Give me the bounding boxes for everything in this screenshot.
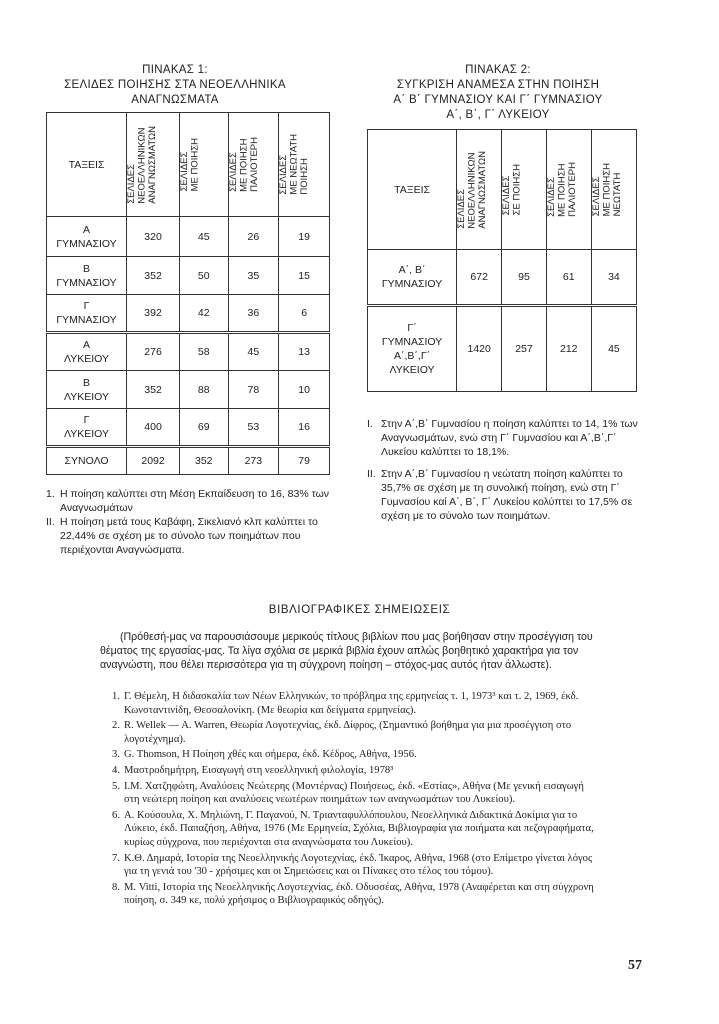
cell: 400 xyxy=(127,409,180,447)
bibliography-entry xyxy=(104,852,598,879)
cell: 392 xyxy=(127,295,180,333)
cell: 61 xyxy=(546,250,591,306)
row-label: Α΄, Β΄ ΓΥΜΝΑΣΙΟΥ xyxy=(368,250,457,306)
cell: 257 xyxy=(502,306,546,392)
entry-number: 2. xyxy=(112,720,120,732)
table1-title-line3: ΑΝΑΓΝΩΣΜΑΤΑ xyxy=(131,94,219,106)
table1-notes xyxy=(46,487,332,557)
cell: 16 xyxy=(279,409,330,447)
note-number: ΙΙ. xyxy=(367,468,376,480)
cell: 19 xyxy=(279,217,330,257)
table2-title-line2: ΣΥΓΚΡΙΣΗ ΑΝΑΜΕΣΑ ΣΤΗΝ ΠΟΙΗΣΗ xyxy=(396,79,600,91)
table2-title-line3: Α΄ Β΄ ΓΥΜΝΑΣΙΟΥ ΚΑΙ Γ΄ ΓΥΜΝΑΣΙΟΥ xyxy=(393,94,603,106)
cell: 15 xyxy=(279,257,330,295)
table-row xyxy=(368,306,637,392)
page-number: 57 xyxy=(628,958,642,973)
table1-title-line1: ΠΙΝΑΚΑΣ 1: xyxy=(142,64,208,76)
cell: 273 xyxy=(228,447,279,475)
bibliography-entry xyxy=(104,881,598,908)
table2-note xyxy=(367,417,639,459)
table2-header-col2: ΣΕΛΙΔΕΣ ΣΕ ΠΟΙΗΣΗ xyxy=(501,163,523,216)
entry-text: Κ.Θ. Δημαρά, Ιστορία της Νεοελληνικής Λογοτεχνίας, έκδ. Ίκαρος, Αθήνα, 1968 (στο Επίμετρο γίνεται λόγος για τη γενιά του '30 - χρήσιμες και οι Σημειώσεις και οι Πίνακες στο τέλος του τόμου). xyxy=(124,852,593,878)
cell: 88 xyxy=(180,371,228,409)
note-text: Στην Α΄,Β΄ Γυμνασίου η ποίηση καλύπτει το 14, 1% των Αναγνωσμάτων, ενώ στη Γ΄ Γυμνασίου και Α΄,Β΄,Γ΄ Λυκείου καλύπτει το 18,1%. xyxy=(381,418,638,458)
cell: 69 xyxy=(180,409,228,447)
table1-note xyxy=(46,515,332,557)
entry-number: 6. xyxy=(112,809,120,821)
cell: 276 xyxy=(127,333,180,371)
cell: 79 xyxy=(279,447,330,475)
table1-header-col4: ΣΕΛΙΔΕΣ ΜΕ ΝΕΩΤΑΤΗ ΠΟΙΗΣΗ xyxy=(278,134,311,195)
row-label: Β ΓΥΜΝΑΣΙΟΥ xyxy=(47,257,127,295)
table2-title-line1: ΠΙΝΑΚΑΣ 2: xyxy=(465,64,531,76)
cell: 95 xyxy=(502,250,546,306)
note-text: Η ποίηση καλύπτει στη Μέση Εκπαίδευση το 16, 83% των Αναγνωσμάτων xyxy=(60,488,330,514)
cell: 212 xyxy=(546,306,591,392)
entry-number: 8. xyxy=(112,881,120,893)
row-label: Α ΓΥΜΝΑΣΙΟΥ xyxy=(47,217,127,257)
cell: 672 xyxy=(457,250,502,306)
row-label: ΣΥΝΟΛΟ xyxy=(47,447,127,475)
bibliography-list xyxy=(104,690,598,910)
cell: 34 xyxy=(591,250,636,306)
table1-title-line2: ΣΕΛΙΔΕΣ ΠΟΙΗΣΗΣ ΣΤΑ ΝΕΟΕΛΛΗΝΙΚΑ xyxy=(64,79,286,91)
table1 xyxy=(46,112,330,475)
cell: 352 xyxy=(127,257,180,295)
table1-title xyxy=(50,63,300,108)
row-label: Γ ΛΥΚΕΙΟΥ xyxy=(47,409,127,447)
cell: 2092 xyxy=(127,447,180,475)
row-label: Γ΄ ΓΥΜΝΑΣΙΟΥ Α΄,Β΄,Γ΄ ΛΥΚΕΙΟΥ xyxy=(368,306,457,392)
table1-note xyxy=(46,487,332,515)
cell: 50 xyxy=(180,257,228,295)
bibliography-intro: (Πρόθεσή-μας να παρουσιάσουμε μερικούς τίτλους βιβλίων που μας βοήθησαν στην προσέγγιση του θέματος της εργασίας-μας. Τα λίγα σχόλια σε μερικά βιβλία έχουν απλώς βοηθητικό χαρακτήρα για τον αναγνώστη, που θέλει περισσότερα για τη σύγχρονη ποίηση – στόχος-μας αυτός ήταν άλλωστε). xyxy=(100,631,593,671)
table-row xyxy=(47,371,330,409)
bibliography-entry xyxy=(104,690,598,717)
table2-header-col1: ΣΕΛΙΔΕΣ ΝΕΟΕΛΛΗΝΙΚΩΝ ΑΝΑΓΝΩΣΜΑΤΩΝ xyxy=(456,150,489,229)
cell: 352 xyxy=(180,447,228,475)
table-row xyxy=(47,295,330,333)
bibliography-entry xyxy=(104,748,598,762)
cell: 26 xyxy=(228,217,279,257)
table-row xyxy=(47,217,330,257)
cell: 36 xyxy=(228,295,279,333)
note-text: Στην Α΄,Β΄ Γυμνασίου η νεώτατη ποίηση καλύπτει το 35,7% σε σχέση με τη συνολική ποίηση, ενώ στη Γ΄ Γυμνασίου καί Α΄, Β΄, Γ΄ Λυκείου κολύπτει το 17,5% σε σχέση με το σύνολο των ποιημάτων. xyxy=(381,468,633,522)
bibliography-heading: ΒΙΒΛΙΟΓΡΑΦΙΚΕΣ ΣΗΜΕΙΩΣΕΙΣ xyxy=(268,604,451,616)
entry-number: 3. xyxy=(112,749,120,761)
cell: 320 xyxy=(127,217,180,257)
table-row xyxy=(368,250,637,306)
entry-text: Μ. Vitti, Ιστορία της Νεοελληνικής Λογοτεχνίας, έκδ. Οδυσσέας, Αθήνα, 1978 (Αναφέρεται και στη σύγχρονη ποίηση, σ. 349 κε, πολύ χρήσιμος ο Βιβλιογραφικός οδηγός). xyxy=(124,881,594,907)
entry-text: Μαστροδημήτρη, Εισαγωγή στη νεοελληνική φιλολογία, 1978³ xyxy=(124,764,394,776)
table1-header-col2: ΣΕΛΙΔΕΣ ΜΕ ΠΟΙΗΣΗ xyxy=(179,137,201,192)
entry-number: 7. xyxy=(112,852,120,864)
table-row xyxy=(47,257,330,295)
entry-text: Α. Κούσουλα, Χ. Μηλιώνη, Γ. Παγανού, Ν. Τριανταφυλλόπουλου, Νεοελληνικά Διδακτικά Δοκίμια για το Λύκειο, έκδ. Παπαζήση, Αθήνα, 1976 (Με Ερμηνεία, Σχόλια, Βιβλιογραφία για ποιήματα και πεζογραφήματα, κυρίως σύγχρονα, που περιέχονται στα αναγνώσματα του Λυκείου). xyxy=(124,809,594,848)
note-number: ΙΙ. xyxy=(46,516,55,528)
table2-title xyxy=(368,63,628,123)
bibliography-entry xyxy=(104,764,598,778)
entry-text: Ι.Μ. Χατζηφώτη, Αναλύσεις Νεώτερης (Μοντέρνας) Ποιήσεως, έκδ. «Εστίας», Αθήνα (Με γενική εισαγωγή στη νεώτερη ποίηση και αναλύσεις νεωτέρων ποιημάτων των αναγνωσμάτων του Λυκείου). xyxy=(124,780,584,806)
cell: 6 xyxy=(279,295,330,333)
entry-text: G. Thomson, Η Ποίηση χθές και σήμερα, έκδ. Κέδρος, Αθήνα, 1956. xyxy=(124,749,417,761)
table1-header-col3: ΣΕΛΙΔΕΣ ΜΕ ΠΟΙΗΣΗ ΠΑΛΙΟΤΕΡΗ xyxy=(227,137,260,192)
cell: 1420 xyxy=(457,306,502,392)
cell: 45 xyxy=(228,333,279,371)
bibliography-entry xyxy=(104,780,598,807)
cell: 45 xyxy=(591,306,636,392)
table2-title-line4: Α΄, Β΄, Γ΄ ΛΥΚΕΙΟΥ xyxy=(446,109,550,121)
table2-notes xyxy=(367,417,639,523)
cell: 352 xyxy=(127,371,180,409)
cell: 45 xyxy=(180,217,228,257)
entry-number: 1. xyxy=(112,691,120,702)
entry-text: R. Wellek — A. Warren, Θεωρία Λογοτεχνίας, έκδ. Δίφρος, (Σημαντικό βοήθημα για μια προσέγγιση στο λογοτέχνημα). xyxy=(124,720,572,745)
cell: 42 xyxy=(180,295,228,333)
entry-text: Γ. Θέμελη, Η διδασκαλία των Νέων Ελληνικών, το πρόβλημα της ερμηνείας τ. 1, 1973³ και τ. 2, 1969, έκδ. Κωνσταντινίδη, Θεσσαλονίκη. (Με θεωρία και δείγματα ερμηνείας). xyxy=(124,691,579,716)
table2-header-col3: ΣΕΛΙΔΕΣ ΜΕ ΠΟΙΗΣΗ ΠΑΛΙΟΤΕΡΗ xyxy=(545,162,578,217)
table1-header-col1: ΣΕΛΙΔΕΣ ΝΕΟΕΛΛΗΝΙΚΩΝ ΑΝΑΓΝΩΣΜΑΤΩΝ xyxy=(126,125,159,204)
table2-note xyxy=(367,467,639,523)
bibliography-entry xyxy=(104,719,598,746)
table1-header-classes: ΤΑΞΕΙΣ xyxy=(47,113,127,217)
cell: 78 xyxy=(228,371,279,409)
table-row xyxy=(47,333,330,371)
note-number: 1. xyxy=(46,488,55,500)
entry-number: 4. xyxy=(112,764,120,776)
bibliography-entry xyxy=(104,809,598,850)
table2-header-col4: ΣΕΛΙΔΕΣ ΜΕ ΠΟΙΗΣΗ ΝΕΩΤΑΤΗ xyxy=(590,162,623,217)
cell: 13 xyxy=(279,333,330,371)
table-row xyxy=(47,409,330,447)
table-row-total xyxy=(47,447,330,475)
cell: 35 xyxy=(228,257,279,295)
entry-number: 5. xyxy=(112,780,120,792)
row-label: Γ ΓΥΜΝΑΣΙΟΥ xyxy=(47,295,127,333)
cell: 53 xyxy=(228,409,279,447)
note-text: Η ποίηση μετά τους Καβάφη, Σικελιανό κλπ καλύπτει το 22,44% σε σχέση με το σύνολο των ποιημάτων που περιέχονται Αναγνώσματα. xyxy=(60,516,318,556)
row-label: Α ΛΥΚΕΙΟΥ xyxy=(47,333,127,371)
cell: 58 xyxy=(180,333,228,371)
table2-header-classes: ΤΑΞΕΙΣ xyxy=(368,130,457,250)
cell: 10 xyxy=(279,371,330,409)
row-label: Β ΛΥΚΕΙΟΥ xyxy=(47,371,127,409)
note-number: Ι. xyxy=(367,418,373,430)
table2 xyxy=(367,129,637,392)
